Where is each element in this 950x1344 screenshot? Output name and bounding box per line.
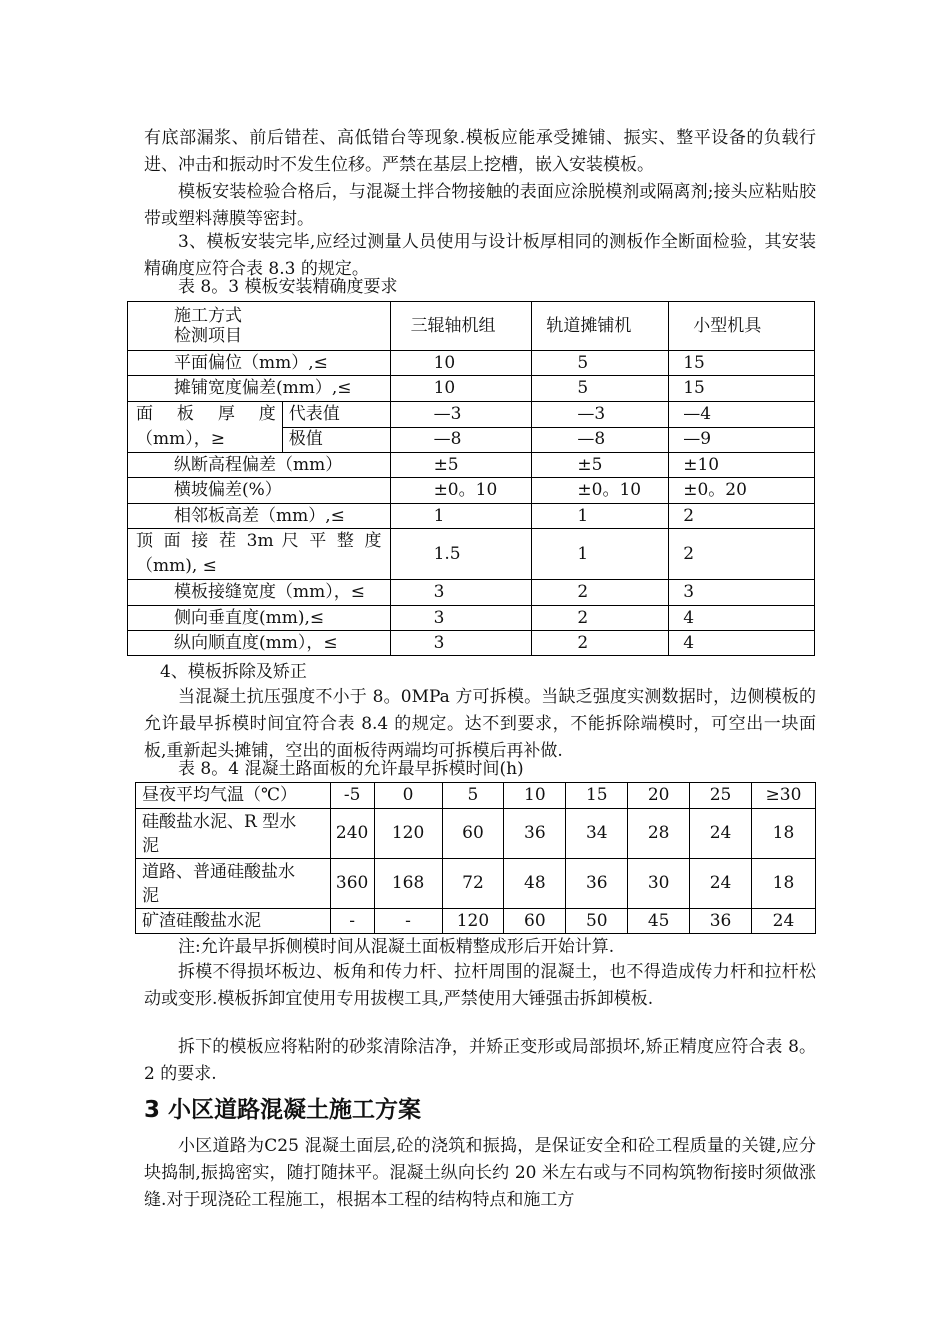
cell: 1 bbox=[390, 504, 532, 529]
cell: 5 bbox=[532, 376, 669, 402]
section-heading: 3 小区道路混凝土施工方案 bbox=[144, 1097, 422, 1123]
cell: 2 bbox=[532, 606, 669, 631]
cell: —8 bbox=[532, 427, 669, 453]
cell: ±10 bbox=[669, 453, 815, 478]
cell: 50 bbox=[566, 909, 628, 934]
formwork-accuracy-table bbox=[127, 301, 815, 656]
row-label: 纵向顺直度(mm），≤ bbox=[128, 631, 391, 656]
temp-header: 20 bbox=[628, 783, 690, 809]
column-header: 轨道摊铺机 bbox=[532, 302, 669, 351]
paragraph: 拆模不得损坏板边、板角和传力杆、拉杆周围的混凝土，也不得造成传力杆和拉杆松动或变形.模板拆卸宜使用专用拔楔工具,严禁使用大锤强击拆卸模板. bbox=[144, 962, 816, 1009]
row-label bbox=[136, 809, 331, 859]
cell: - bbox=[330, 909, 374, 934]
column-header: 小型机具 bbox=[669, 302, 815, 351]
row-label bbox=[128, 529, 391, 580]
row-label: 昼夜平均气温（℃） bbox=[136, 783, 331, 809]
row-label: 模板接缝宽度（mm），≤ bbox=[128, 580, 391, 606]
paragraph: 当混凝土抗压强度不小于 8。0MPa 方可拆模。当缺乏强度实测数据时，边侧模板的允许最早拆模时间宜符合表 8.4 的规定。达不到要求，不能拆除端模时，可空出一块面板,重新起头摊铺，空出的面板待两端均可拆模后再补做. bbox=[144, 687, 816, 761]
table-corner-header bbox=[128, 302, 391, 351]
cell: 48 bbox=[504, 859, 566, 909]
temp-header: 5 bbox=[442, 783, 504, 809]
temp-header: ≥30 bbox=[751, 783, 815, 809]
table-row bbox=[128, 351, 815, 376]
cell: ±0。10 bbox=[532, 478, 669, 504]
cell: ±0。20 bbox=[669, 478, 815, 504]
cell: —9 bbox=[669, 427, 815, 453]
cell: 3 bbox=[390, 606, 532, 631]
cell: 2 bbox=[669, 504, 815, 529]
cell: 4 bbox=[669, 606, 815, 631]
label-line: （mm），≥ bbox=[136, 429, 225, 449]
table-row bbox=[128, 504, 815, 529]
cell: —3 bbox=[390, 402, 532, 428]
temp-header: -5 bbox=[330, 783, 374, 809]
table-row bbox=[128, 478, 815, 504]
cell: 60 bbox=[442, 809, 504, 859]
cell: 168 bbox=[374, 859, 442, 909]
cell: 2 bbox=[532, 580, 669, 606]
table-caption: 表 8。3 模板安装精确度要求 bbox=[178, 277, 398, 297]
row-label bbox=[136, 859, 331, 909]
cell: 24 bbox=[690, 859, 752, 909]
table-caption: 表 8。4 混凝土路面板的允许最早拆模时间(h) bbox=[178, 759, 524, 779]
paragraph: 小区道路为C25 混凝土面层,砼的浇筑和振捣，是保证安全和砼工程质量的关键,应分块捣制,振捣密实，随打随抹平。混凝土纵向长约 20 米左右或与不同构筑物衔接时须做涨缝.对于现浇砼工程施工，根据本工程的结构特点和施工方 bbox=[144, 1136, 816, 1210]
table-row bbox=[128, 580, 815, 606]
cell: 72 bbox=[442, 859, 504, 909]
cell: 360 bbox=[330, 859, 374, 909]
table-row bbox=[128, 402, 815, 428]
cell: 60 bbox=[504, 909, 566, 934]
row-label: 纵断高程偏差（mm） bbox=[128, 453, 391, 478]
cell: 3 bbox=[669, 580, 815, 606]
sub-label: 代表值 bbox=[282, 402, 390, 428]
table-row bbox=[136, 809, 816, 859]
column-header: 三辊轴机组 bbox=[390, 302, 532, 351]
demolding-time-table bbox=[135, 782, 816, 934]
label-line: 道路、普通硅酸盐水 bbox=[142, 861, 295, 882]
cell: 3 bbox=[390, 631, 532, 656]
paragraph: 3、模板安装完毕,应经过测量人员使用与设计板厚相同的测板作全断面检验，其安装精确度应符合表 8.3 的规定。 bbox=[144, 232, 816, 279]
cell: —8 bbox=[390, 427, 532, 453]
label-line: 顶 面 接 茬 3m 尺 平 整 度 bbox=[136, 531, 382, 551]
cell: 4 bbox=[669, 631, 815, 656]
cell: 24 bbox=[690, 809, 752, 859]
temp-header: 25 bbox=[690, 783, 752, 809]
paragraph: 拆下的模板应将粘附的砂浆清除洁净，并矫正变形或局部损坏,矫正精度应符合表 8。2 的要求. bbox=[144, 1037, 816, 1084]
paragraph: 模板安装检验合格后，与混凝土拌合物接触的表面应涂脱模剂或隔离剂;接头应粘贴胶带或塑料薄膜等密封。 bbox=[144, 182, 816, 229]
cell: ±0。10 bbox=[390, 478, 532, 504]
cell: 5 bbox=[532, 351, 669, 376]
cell: 1 bbox=[532, 529, 669, 580]
sub-label: 极值 bbox=[282, 427, 390, 453]
row-label: 侧向垂直度(mm),≤ bbox=[128, 606, 391, 631]
label-line: 面 板 厚 度 bbox=[136, 404, 276, 424]
cell: 34 bbox=[566, 809, 628, 859]
table-row bbox=[128, 631, 815, 656]
row-label: 矿渣硅酸盐水泥 bbox=[136, 909, 331, 934]
cell: 3 bbox=[390, 580, 532, 606]
paragraph: 4、模板拆除及矫正 bbox=[160, 662, 307, 682]
row-label: 横坡偏差(%） bbox=[128, 478, 391, 504]
cell: 36 bbox=[690, 909, 752, 934]
cell: - bbox=[374, 909, 442, 934]
temp-header: 0 bbox=[374, 783, 442, 809]
thickness-label bbox=[128, 402, 283, 453]
table-row bbox=[128, 453, 815, 478]
table-header-row bbox=[136, 783, 816, 809]
row-label: 相邻板高差（mm）,≤ bbox=[128, 504, 391, 529]
table-row bbox=[136, 859, 816, 909]
cell: 15 bbox=[669, 351, 815, 376]
cell: 30 bbox=[628, 859, 690, 909]
header-line: 施工方式 bbox=[174, 306, 242, 326]
cell: 2 bbox=[669, 529, 815, 580]
cell: ±5 bbox=[390, 453, 532, 478]
header-line: 检测项目 bbox=[174, 326, 242, 346]
cell: —4 bbox=[669, 402, 815, 428]
cell: 28 bbox=[628, 809, 690, 859]
cell: 10 bbox=[390, 376, 532, 402]
cell: —3 bbox=[532, 402, 669, 428]
row-label: 平面偏位（mm）,≤ bbox=[128, 351, 391, 376]
cell: 2 bbox=[532, 631, 669, 656]
cell: ±5 bbox=[532, 453, 669, 478]
cell: 1.5 bbox=[390, 529, 532, 580]
cell: 15 bbox=[669, 376, 815, 402]
table-row bbox=[128, 376, 815, 402]
cell: 1 bbox=[532, 504, 669, 529]
table-row bbox=[128, 529, 815, 580]
label-line: （mm), ≤ bbox=[136, 556, 217, 576]
label-line: 泥 bbox=[142, 885, 159, 906]
cell: 36 bbox=[504, 809, 566, 859]
cell: 18 bbox=[751, 859, 815, 909]
paragraph: 有底部漏浆、前后错茬、高低错台等现象.模板应能承受摊铺、振实、整平设备的负载行进、冲击和振动时不发生位移。严禁在基层上挖槽，嵌入安装模板。 bbox=[144, 128, 816, 175]
cell: 45 bbox=[628, 909, 690, 934]
temp-header: 10 bbox=[504, 783, 566, 809]
cell: 120 bbox=[374, 809, 442, 859]
table-header-row bbox=[128, 302, 815, 351]
label-line: 硅酸盐水泥、R 型水 bbox=[142, 811, 297, 832]
label-line: 泥 bbox=[142, 835, 159, 856]
row-label: 摊铺宽度偏差(mm）,≤ bbox=[128, 376, 391, 402]
table-note: 注:允许最早拆侧模时间从混凝土面板精整成形后开始计算. bbox=[178, 937, 615, 957]
table-row bbox=[128, 606, 815, 631]
cell: 240 bbox=[330, 809, 374, 859]
cell: 24 bbox=[751, 909, 815, 934]
cell: 36 bbox=[566, 859, 628, 909]
table-row bbox=[136, 909, 816, 934]
cell: 18 bbox=[751, 809, 815, 859]
temp-header: 15 bbox=[566, 783, 628, 809]
cell: 10 bbox=[390, 351, 532, 376]
cell: 120 bbox=[442, 909, 504, 934]
